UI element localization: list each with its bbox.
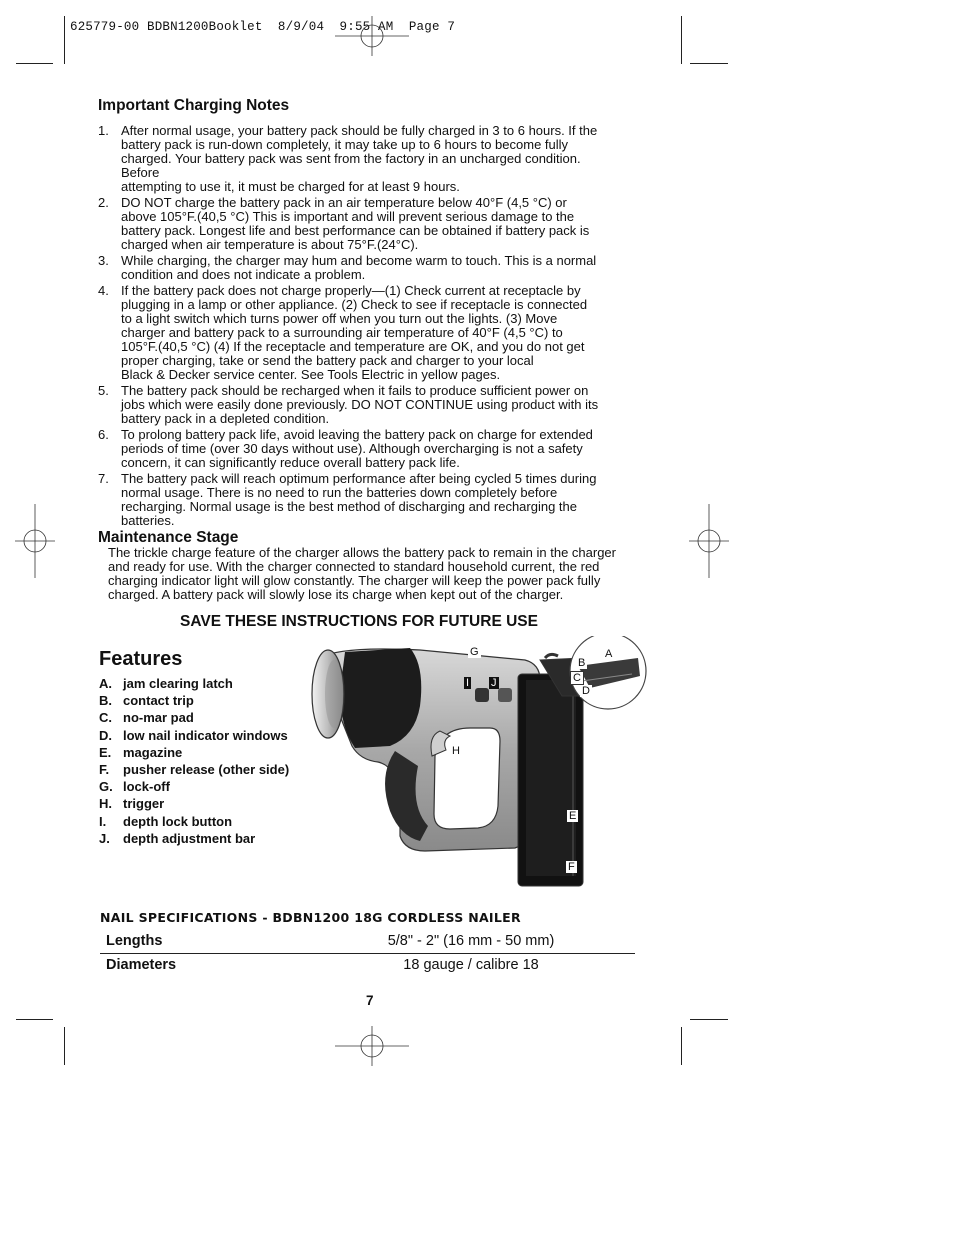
note-line: charger and battery pack to a surrounding air temperature of 40°F (4,5 °C) to: [121, 325, 563, 340]
list-item: [98, 254, 650, 282]
feature-label: magazine: [123, 744, 183, 760]
note-line: batteries.: [121, 513, 175, 528]
note-line: Black & Decker service center. See Tools Electric in yellow pages.: [121, 367, 501, 382]
callout-g: G: [470, 646, 479, 658]
list-item: [98, 124, 650, 194]
item-number: 1.: [98, 123, 109, 138]
item-number: 3.: [98, 253, 109, 268]
note-line: Before: [121, 165, 160, 180]
text-line: charged. A battery pack will slowly lose its charge when kept out of the charger.: [108, 587, 564, 602]
list-item: [99, 813, 289, 830]
feature-label: low nail indicator windows: [123, 727, 288, 743]
features-list: [99, 675, 289, 847]
callout-b: B: [578, 657, 586, 669]
text-line: charging indicator light will glow constantly. The charger will keep the power pack fully: [108, 573, 601, 588]
list-item: [98, 196, 650, 252]
callout-j: J: [491, 677, 497, 689]
item-number: 5.: [98, 383, 109, 398]
note-line: charged when air temperature is about 75°F.(24°C).: [121, 237, 419, 252]
nail-specs-title: NAIL SPECIFICATIONS - BDBN1200 18G CORDLESS NAILER: [100, 910, 521, 925]
feature-letter: E.: [99, 744, 112, 760]
text-line: and ready for use. With the charger connected to standard household current, the red: [108, 559, 600, 574]
feature-letter: G.: [99, 779, 113, 795]
note-line: After normal usage, your battery pack should be fully charged in 3 to 6 hours. If the: [121, 123, 598, 138]
list-item: [99, 727, 289, 744]
charging-notes-heading: Important Charging Notes: [98, 97, 290, 114]
feature-label: depth lock button: [123, 813, 233, 829]
feature-label: no-mar pad: [123, 710, 194, 726]
list-item: [99, 795, 289, 812]
note-line: The battery pack should be recharged when it fails to produce sufficient power on: [121, 383, 589, 398]
callout-f: F: [568, 861, 575, 873]
list-item: [98, 384, 650, 426]
note-line: condition and does not indicate a problem.: [121, 267, 366, 282]
list-item: [98, 472, 650, 528]
note-line: to a light switch which turns power off when you turn out the lights. (3) Move: [121, 311, 558, 326]
feature-label: trigger: [123, 796, 165, 812]
callout-a: A: [605, 648, 613, 660]
feature-letter: F.: [99, 762, 110, 778]
feature-label: contact trip: [123, 693, 194, 709]
maintenance-heading: Maintenance Stage: [98, 529, 239, 546]
feature-letter: A.: [99, 676, 112, 691]
feature-label: pusher release (other side): [123, 762, 290, 778]
note-line: above 105°F.(40,5 °C) This is important and will prevent serious damage to the: [121, 209, 575, 224]
note-line: The battery pack will reach optimum performance after being cycled 5 times during: [121, 471, 597, 486]
note-line: battery pack. Longest life and best performance can be obtained if battery pack is: [121, 223, 590, 238]
note-line: attempting to use it, it must be charged for at least 9 hours.: [121, 179, 460, 194]
note-line: If the battery pack does not charge properly—(1) Check current at receptacle by: [121, 283, 581, 298]
note-line: 105°F.(40,5 °C) (4) If the receptacle and temperature are OK, and you do not get: [121, 339, 585, 354]
feature-letter: D.: [99, 727, 112, 743]
note-line: normal usage. There is no need to run the batteries down completely before: [121, 485, 558, 500]
feature-label: jam clearing latch: [123, 676, 233, 691]
note-line: proper charging, take or send the battery pack and charger to your local: [121, 353, 534, 368]
note-line: jobs which were easily done previously. DO NOT CONTINUE using product with its: [121, 397, 599, 412]
nailer-illustration: [300, 636, 652, 890]
spec-label: Lengths: [106, 933, 163, 949]
callout-e: E: [569, 810, 577, 822]
callout-h: H: [452, 745, 460, 757]
charging-notes-list: [98, 124, 650, 530]
feature-letter: C.: [99, 710, 112, 726]
feature-letter: H.: [99, 796, 112, 812]
list-item: [99, 744, 289, 761]
list-item: [99, 675, 289, 692]
list-item: [98, 428, 650, 470]
note-line: battery pack in a depleted condition.: [121, 411, 330, 426]
note-line: To prolong battery pack life, avoid leaving the battery pack on charge for extended: [121, 427, 593, 442]
list-item: [99, 778, 289, 795]
list-item: [99, 692, 289, 709]
save-instructions-notice: SAVE THESE INSTRUCTIONS FOR FUTURE USE: [180, 613, 538, 630]
note-line: charged. Your battery pack was sent from the factory in an uncharged condition.: [121, 151, 581, 166]
note-line: While charging, the charger may hum and become warm to touch. This is a normal: [121, 253, 597, 268]
text-line: The trickle charge feature of the charger allows the battery pack to remain in the charger: [108, 545, 616, 560]
item-number: 6.: [98, 427, 109, 442]
callout-c: C: [570, 671, 584, 685]
feature-letter: B.: [99, 693, 112, 709]
features-heading: Features: [99, 648, 183, 670]
spec-value: 5/8" - 2" (16 mm - 50 mm): [387, 933, 555, 949]
feature-letter: J.: [99, 830, 110, 846]
callout-d: D: [582, 685, 590, 697]
feature-label: lock-off: [123, 779, 170, 795]
maintenance-text: [108, 546, 653, 602]
list-item: [99, 709, 289, 726]
list-item: [99, 761, 289, 778]
list-item: [98, 284, 650, 382]
note-line: concern, it can significantly reduce overall battery pack life.: [121, 455, 460, 470]
spec-divider: [100, 953, 635, 954]
item-number: 4.: [98, 283, 109, 298]
item-number: 2.: [98, 195, 109, 210]
callout-i: I: [466, 677, 470, 689]
page-number: 7: [366, 993, 374, 1008]
list-item: [99, 830, 289, 847]
feature-letter: I.: [99, 813, 107, 829]
spec-label: Diameters: [106, 957, 177, 973]
note-line: DO NOT charge the battery pack in an air temperature below 40°F (4,5 °C) or: [121, 195, 567, 210]
spec-value: 18 gauge / calibre 18: [403, 957, 539, 973]
note-line: plugging in a lamp or other appliance. (2) Check to see if receptacle is connected: [121, 297, 588, 312]
item-number: 7.: [98, 471, 109, 486]
feature-label: depth adjustment bar: [123, 830, 256, 846]
print-slug-line: 625779-00 BDBN1200Booklet 8/9/04 9:55 AM Page 7: [70, 20, 456, 34]
note-line: recharging. Normal usage is the best method of discharging and recharging the: [121, 499, 577, 514]
note-line: battery pack is run-down completely, it may take up to 6 hours to become fully: [121, 137, 569, 152]
note-line: periods of time (over 30 days without use). Although overcharging is not a safety: [121, 441, 583, 456]
